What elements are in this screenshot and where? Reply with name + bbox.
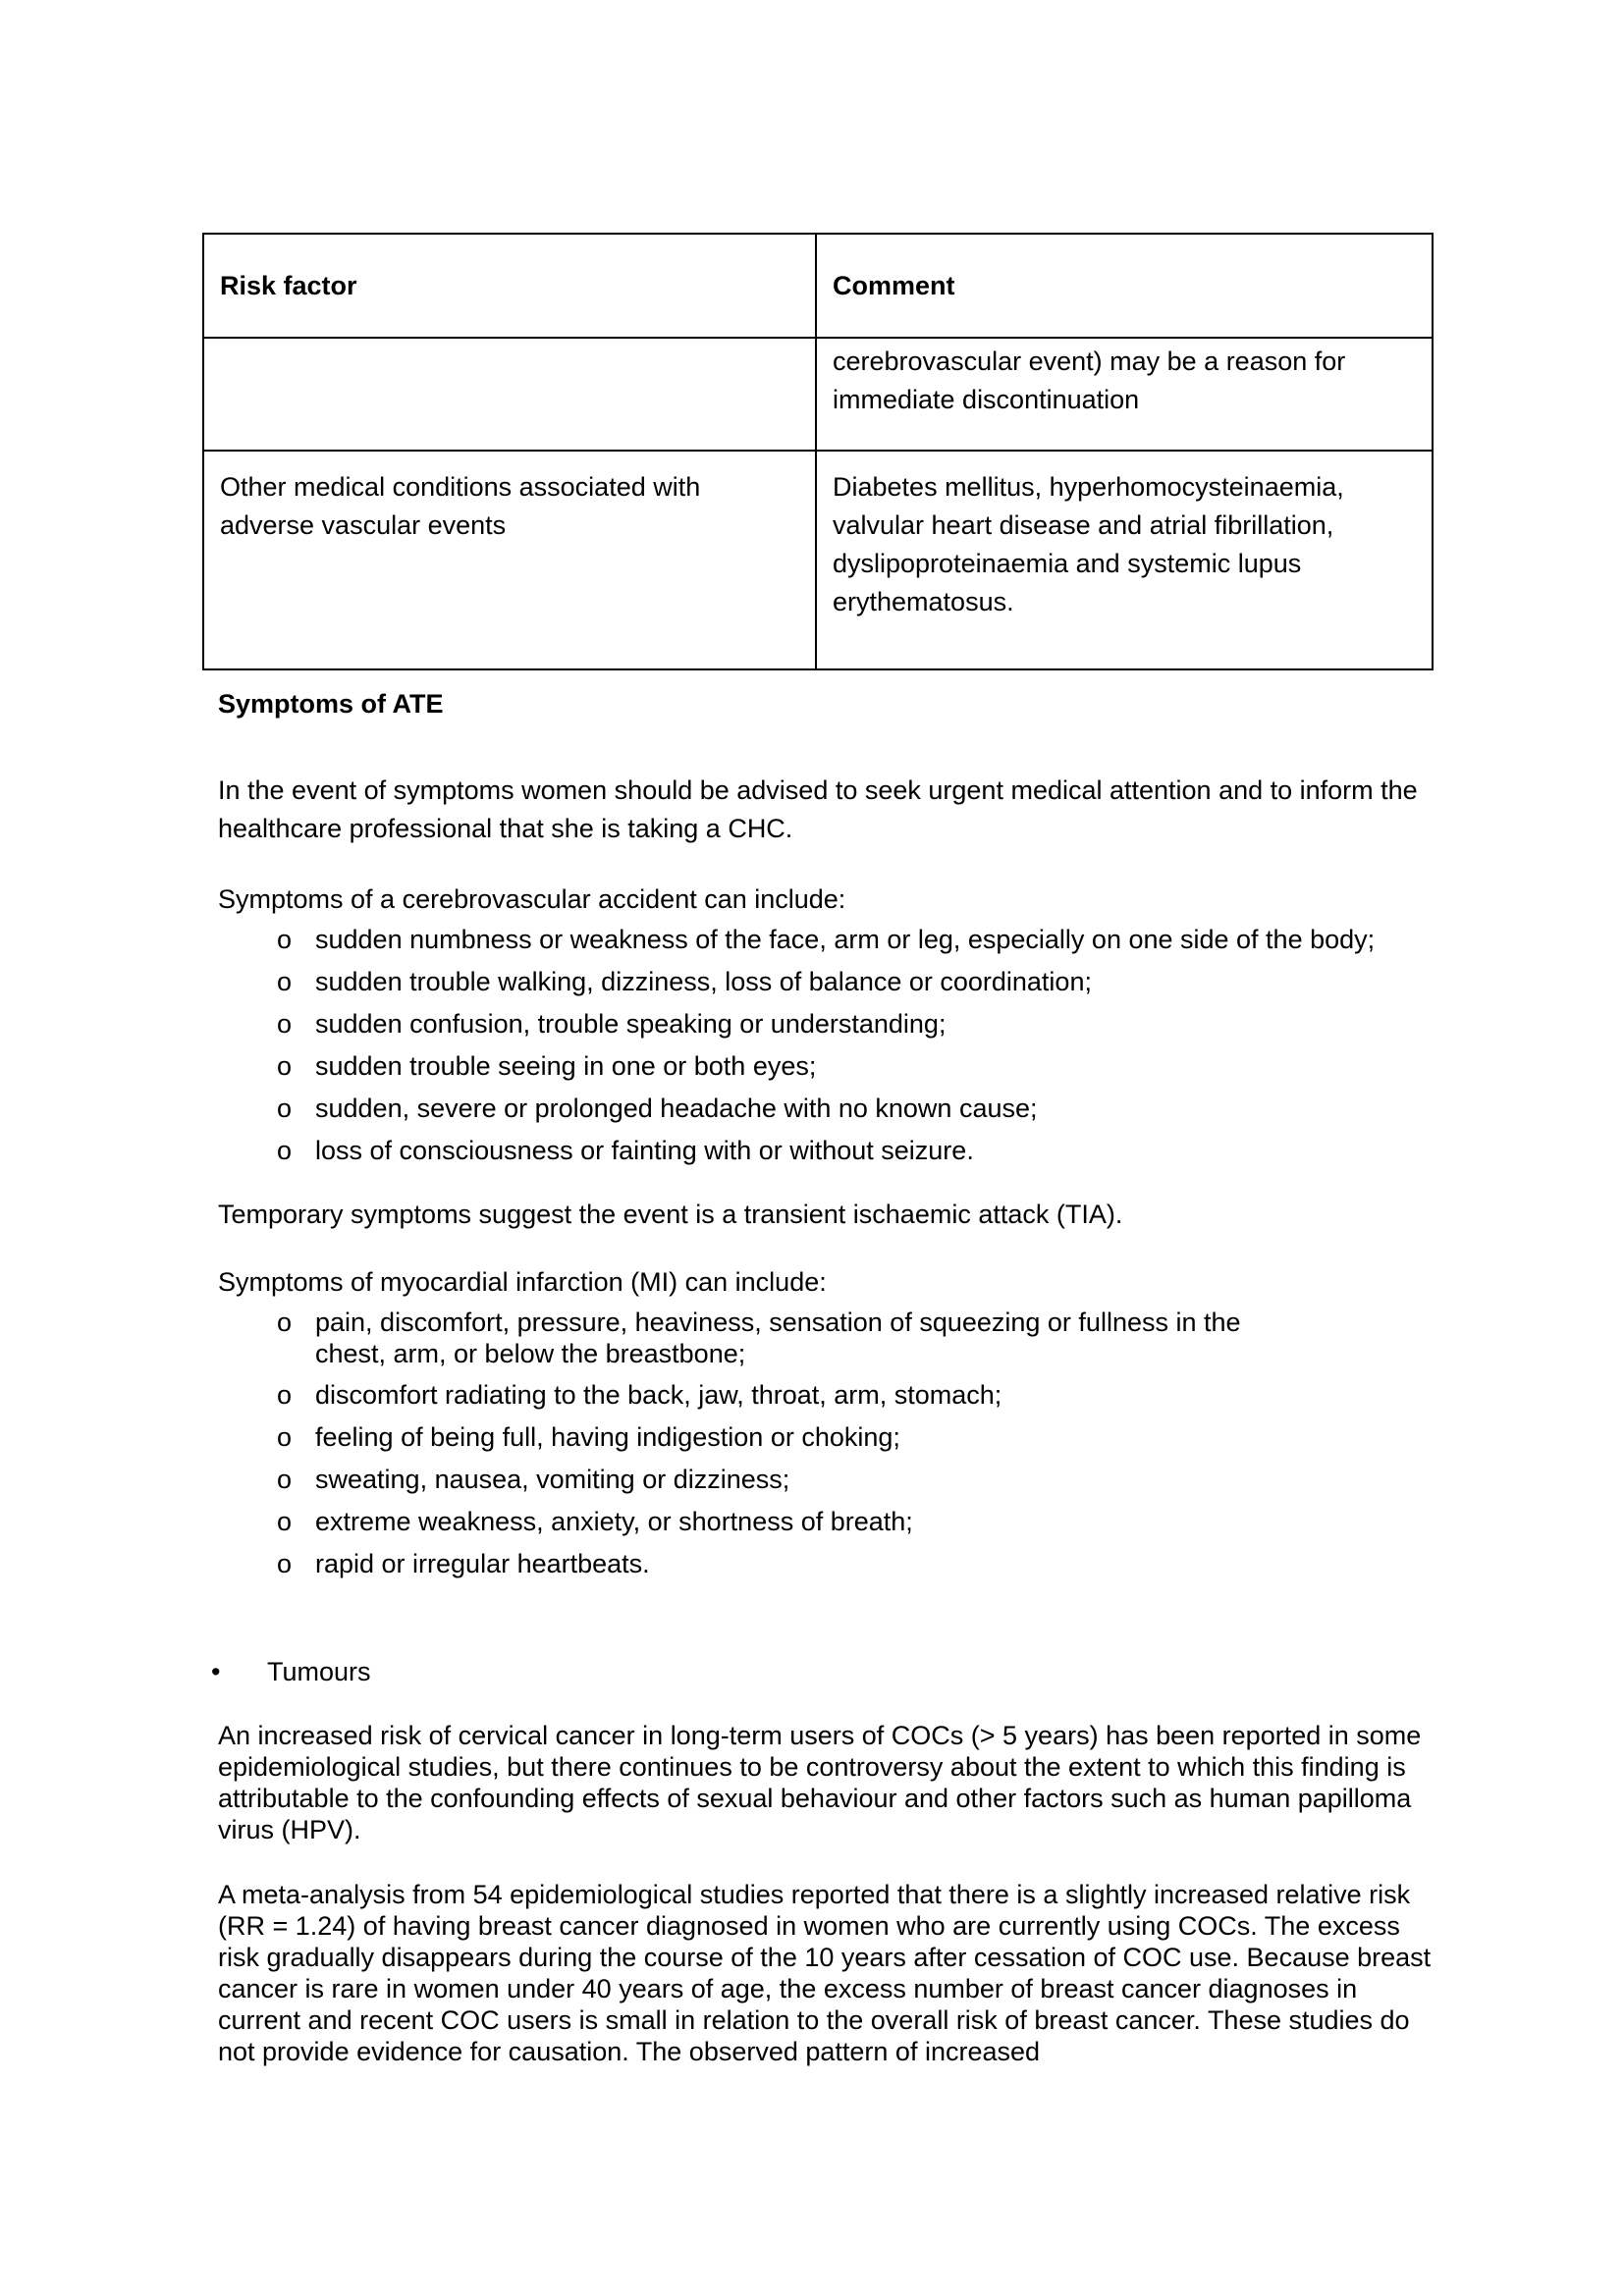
circle-marker: o bbox=[277, 1465, 293, 1494]
tumours-heading: Tumours bbox=[267, 1657, 371, 1686]
symptom-text: rapid or irregular heartbeats. bbox=[315, 1549, 650, 1578]
table-row bbox=[203, 338, 1433, 451]
risk-factor-table bbox=[202, 233, 1434, 670]
list-item bbox=[218, 919, 1435, 961]
header-comment: Comment bbox=[816, 234, 1433, 338]
circle-marker: o bbox=[277, 1422, 293, 1452]
list-item bbox=[218, 1130, 1435, 1172]
circle-marker: o bbox=[277, 967, 293, 996]
comment-cell: Diabetes mellitus, hyperhomocysteinaemia, valvular heart disease and atrial fibrillation, dyslipoproteinaemia and systemic lupus erythematosus. bbox=[816, 451, 1433, 669]
cva-intro: Symptoms of a cerebrovascular accident can include: bbox=[218, 884, 846, 914]
list-item bbox=[218, 1045, 1435, 1088]
circle-marker: o bbox=[277, 1549, 293, 1578]
cervical-cancer-paragraph: An increased risk of cervical cancer in long-term users of COCs (> 5 years) has been reported in some epidemiological studies, but there continues to be controversy about the extent to which this finding is attributable to the confounding effects of sexual behaviour and other factors such as human papilloma virus (HPV). bbox=[218, 1721, 1422, 1844]
list-item bbox=[218, 1088, 1435, 1130]
symptom-text: feeling of being full, having indigestion or choking; bbox=[315, 1422, 900, 1452]
circle-marker: o bbox=[277, 1009, 293, 1039]
list-item bbox=[218, 1543, 1435, 1585]
mi-symptom-list bbox=[218, 1301, 1435, 1585]
symptom-text: discomfort radiating to the back, jaw, throat, arm, stomach; bbox=[315, 1380, 1002, 1410]
symptom-text: sudden confusion, trouble speaking or understanding; bbox=[315, 1009, 947, 1039]
cva-symptom-list bbox=[218, 919, 1435, 1172]
circle-marker: o bbox=[277, 1507, 293, 1536]
mi-intro: Symptoms of myocardial infarction (MI) can include: bbox=[218, 1267, 827, 1297]
symptom-text: sudden, severe or prolonged headache with no known cause; bbox=[315, 1094, 1038, 1123]
risk-factor-cell bbox=[203, 338, 816, 451]
list-item bbox=[218, 1416, 1435, 1459]
circle-marker: o bbox=[277, 1094, 293, 1123]
symptom-text: sudden numbness or weakness of the face, arm or leg, especially on one side of the body; bbox=[315, 925, 1376, 954]
breast-cancer-paragraph: A meta-analysis from 54 epidemiological studies reported that there is a slightly increased relative risk (RR = 1.24) of having breast cancer diagnosed in women who are currently using COCs. The excess risk gradually disappears during the course of the 10 years after cessation of COC use. Because breast cancer is rare in women under 40 years of age, the excess number of breast cancer diagnoses in current and recent COC users is small in relation to the overall risk of breast cancer. These studies do not provide evidence for causation. The observed pattern of increased bbox=[218, 1880, 1432, 2066]
ate-intro-paragraph: In the event of symptoms women should be advised to seek urgent medical attention and to inform the healthcare professional that she is taking a CHC. bbox=[218, 775, 1418, 843]
comment-cell: cerebrovascular event) may be a reason for immediate discontinuation bbox=[816, 338, 1433, 451]
list-item bbox=[218, 1459, 1435, 1501]
circle-marker: o bbox=[277, 1308, 293, 1337]
symptom-text: sudden trouble walking, dizziness, loss of balance or coordination; bbox=[315, 967, 1092, 996]
ate-heading: Symptoms of ATE bbox=[218, 689, 444, 719]
list-item bbox=[218, 1301, 1435, 1374]
list-item bbox=[218, 1003, 1435, 1045]
table-header-row bbox=[203, 234, 1433, 338]
circle-marker: o bbox=[277, 1380, 293, 1410]
tia-note: Temporary symptoms suggest the event is a transient ischaemic attack (TIA). bbox=[218, 1200, 1123, 1229]
header-risk-factor: Risk factor bbox=[203, 234, 816, 338]
symptom-text: sweating, nausea, vomiting or dizziness; bbox=[315, 1465, 790, 1494]
list-item bbox=[218, 1501, 1435, 1543]
circle-marker: o bbox=[277, 1051, 293, 1081]
bullet-icon: • bbox=[211, 1657, 221, 1686]
list-item bbox=[218, 961, 1435, 1003]
list-item bbox=[218, 1374, 1435, 1416]
symptom-text: loss of consciousness or fainting with or without seizure. bbox=[315, 1136, 974, 1165]
circle-marker: o bbox=[277, 1136, 293, 1165]
symptom-text: extreme weakness, anxiety, or shortness of breath; bbox=[315, 1507, 913, 1536]
symptom-text: sudden trouble seeing in one or both eyes; bbox=[315, 1051, 817, 1081]
table-row bbox=[203, 451, 1433, 669]
circle-marker: o bbox=[277, 925, 293, 954]
symptom-text: pain, discomfort, pressure, heaviness, sensation of squeezing or fullness in the chest, arm, or below the breastbone; bbox=[315, 1308, 1241, 1368]
risk-factor-cell: Other medical conditions associated with adverse vascular events bbox=[203, 451, 816, 669]
